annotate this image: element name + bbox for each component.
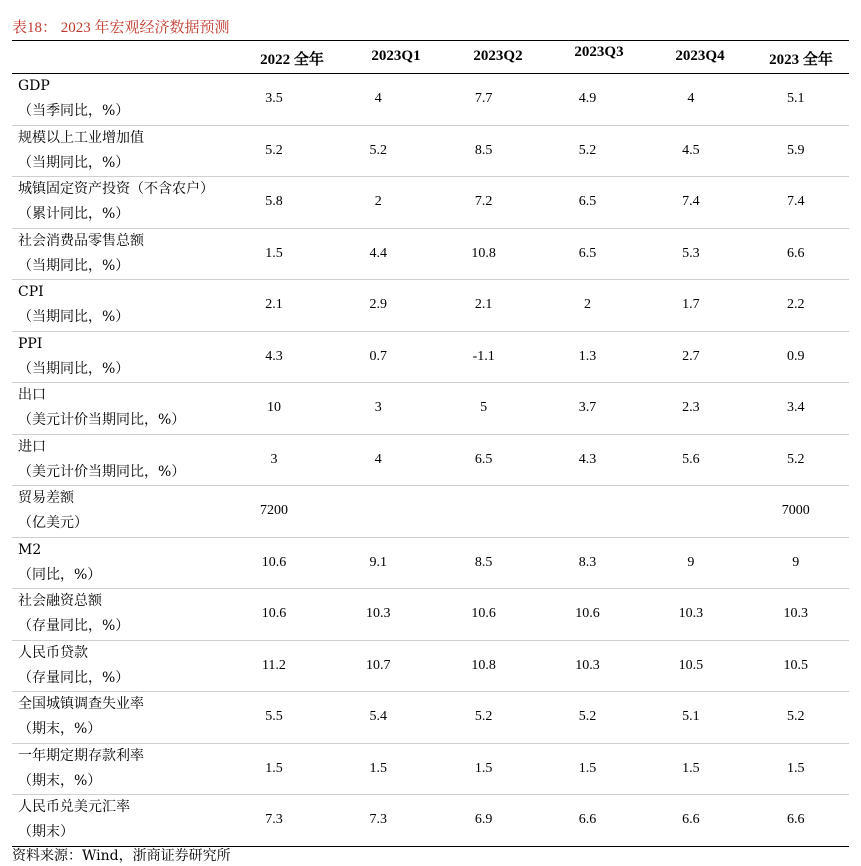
row-label-metric: 一年期定期存款利率 [18,747,144,764]
row-label-unit: （累计同比，%） [18,206,130,223]
forecast-table [12,74,849,847]
table-cell: 7.7 [432,74,536,125]
table-cell: 3.4 [743,383,849,435]
table-cell: 9 [639,537,742,589]
row-label [12,383,223,435]
table-row [12,743,849,795]
row-label-metric: 全国城镇调查失业率 [18,696,144,713]
table-cell: -1.1 [432,331,536,383]
table-cell: 3.7 [536,383,639,435]
table-row [12,692,849,744]
table-cell: 5.8 [223,177,325,229]
table-cell: 5.1 [639,692,742,744]
table-cell: 5.2 [536,692,639,744]
table-cell: 7.3 [325,795,431,847]
table-cell: 1.5 [639,743,742,795]
table-cell: 6.5 [536,177,639,229]
table-cell: 1.5 [536,743,639,795]
row-label [12,434,223,486]
row-label-unit: （当期同比，%） [18,309,130,326]
table-cell: 10.6 [536,589,639,641]
col-header-2023q3: 2023Q3 [574,44,624,60]
table-cell [536,486,639,538]
table-row [12,177,849,229]
table-cell: 10.6 [223,589,325,641]
table-title: 表18： 2023 年宏观经济数据预测 [12,20,230,36]
table-cell: 1.3 [536,331,639,383]
table-row [12,331,849,383]
row-label [12,125,223,177]
table-cell: 11.2 [223,640,325,692]
row-label [12,589,223,641]
col-header-2023-full: 2023 全年 [769,52,833,68]
row-label-metric: 城镇固定资产投资（不含农户） [18,181,214,198]
table-cell: 10.5 [743,640,849,692]
table-cell: 10.7 [325,640,431,692]
row-label-unit: （期末） [18,824,74,841]
table-cell: 6.5 [536,228,639,280]
row-label-metric: 出口 [18,387,46,404]
col-header-2022-full: 2022 全年 [260,52,324,68]
table-cell: 5.2 [536,125,639,177]
table-cell [432,486,536,538]
table-cell: 5.2 [743,692,849,744]
table-cell: 1.5 [432,743,536,795]
table-cell: 2.1 [432,280,536,332]
table-cell: 2.7 [639,331,742,383]
table-cell: 1.5 [223,228,325,280]
table-body [12,74,849,846]
row-label-unit: （期末，%） [18,772,102,789]
row-label [12,280,223,332]
table-cell: 5.2 [223,125,325,177]
table-cell: 2.2 [743,280,849,332]
table-cell: 9.1 [325,537,431,589]
table-cell: 6.9 [432,795,536,847]
row-label-metric: PPI [18,335,43,352]
row-label-metric: GDP [18,78,50,95]
table-row [12,537,849,589]
table-cell: 7.3 [223,795,325,847]
table-cell: 1.5 [743,743,849,795]
row-label-metric: 贸易差额 [18,490,74,507]
row-label-unit: （当期同比，%） [18,154,130,171]
table-cell: 5.4 [325,692,431,744]
table-cell: 7200 [223,486,325,538]
table-cell [325,486,431,538]
table-cell: 1.5 [223,743,325,795]
col-header-2023q1: 2023Q1 [371,48,421,64]
table-cell: 1.7 [639,280,742,332]
table-row [12,228,849,280]
row-label [12,692,223,744]
table-cell: 6.6 [639,795,742,847]
table-cell: 4.9 [536,74,639,125]
table-cell: 6.6 [743,228,849,280]
table-row [12,125,849,177]
top-rule [12,40,849,41]
row-label-metric: 进口 [18,438,46,455]
table-cell: 5 [432,383,536,435]
row-label [12,640,223,692]
table-cell: 0.9 [743,331,849,383]
table-cell: 7.2 [432,177,536,229]
table-cell [639,486,742,538]
table-cell: 9 [743,537,849,589]
table-cell: 10.8 [432,640,536,692]
row-label-metric: CPI [18,284,44,301]
table-cell: 7.4 [639,177,742,229]
table-cell: 6.6 [743,795,849,847]
table-cell: 7.4 [743,177,849,229]
table-cell: 10.6 [432,589,536,641]
table-cell: 2.9 [325,280,431,332]
row-label-unit: （美元计价当期同比，%） [18,412,186,429]
table-cell: 10.3 [743,589,849,641]
row-label-metric: 人民币兑美元汇率 [18,799,130,816]
table-cell: 10.3 [536,640,639,692]
row-label-metric: 规模以上工业增加值 [18,129,144,146]
table-row [12,640,849,692]
row-label [12,795,223,847]
table-cell: 0.7 [325,331,431,383]
table-cell: 4.4 [325,228,431,280]
row-label [12,331,223,383]
table-cell: 2 [536,280,639,332]
table-row [12,795,849,847]
table-cell: 2 [325,177,431,229]
source-note: 资料来源：Wind，浙商证券研究所 [12,848,231,864]
table-cell: 6.6 [536,795,639,847]
table-cell: 5.5 [223,692,325,744]
table-row [12,589,849,641]
table-cell: 5.2 [432,692,536,744]
table-cell: 5.2 [325,125,431,177]
row-label [12,743,223,795]
table-cell: 8.3 [536,537,639,589]
table-row [12,434,849,486]
table-cell: 4 [325,434,431,486]
row-label [12,486,223,538]
row-label-unit: （当季同比，%） [18,103,130,120]
table-cell: 1.5 [325,743,431,795]
row-label-unit: （存量同比，%） [18,669,130,686]
table-cell: 10.8 [432,228,536,280]
table-cell: 4.3 [536,434,639,486]
table-row [12,383,849,435]
table-cell: 8.5 [432,125,536,177]
table-cell: 7000 [743,486,849,538]
table-cell: 10.3 [639,589,742,641]
row-label [12,537,223,589]
table-cell: 4 [325,74,431,125]
table-cell: 10.6 [223,537,325,589]
row-label-metric: M2 [18,541,42,558]
row-label-unit: （同比，%） [18,566,102,583]
table-cell: 5.1 [743,74,849,125]
table-cell: 6.5 [432,434,536,486]
table-cell: 5.3 [639,228,742,280]
col-header-2023q2: 2023Q2 [473,48,523,64]
row-label-unit: （当期同比，%） [18,360,130,377]
row-label [12,74,223,125]
row-label [12,177,223,229]
table-cell: 2.1 [223,280,325,332]
table-cell: 4.3 [223,331,325,383]
table-row [12,280,849,332]
table-cell: 4 [639,74,742,125]
table-cell: 5.2 [743,434,849,486]
table-cell: 2.3 [639,383,742,435]
table-cell: 10 [223,383,325,435]
table-cell: 5.6 [639,434,742,486]
row-label-unit: （亿美元） [18,515,88,532]
table-cell: 10.3 [325,589,431,641]
table-cell: 10.5 [639,640,742,692]
row-label-metric: 人民币贷款 [18,644,88,661]
row-label-metric: 社会融资总额 [18,593,102,610]
table-cell: 5.9 [743,125,849,177]
table-cell: 3.5 [223,74,325,125]
row-label-unit: （存量同比，%） [18,618,130,635]
row-label-metric: 社会消费品零售总额 [18,232,144,249]
table-row [12,74,849,125]
col-header-2023q4: 2023Q4 [675,48,725,64]
table-row [12,486,849,538]
row-label-unit: （当期同比，%） [18,257,130,274]
table-cell: 8.5 [432,537,536,589]
table-cell: 4.5 [639,125,742,177]
row-label-unit: （期末，%） [18,721,102,738]
table-cell: 3 [223,434,325,486]
row-label-unit: （美元计价当期同比，%） [18,463,186,480]
row-label [12,228,223,280]
table-cell: 3 [325,383,431,435]
